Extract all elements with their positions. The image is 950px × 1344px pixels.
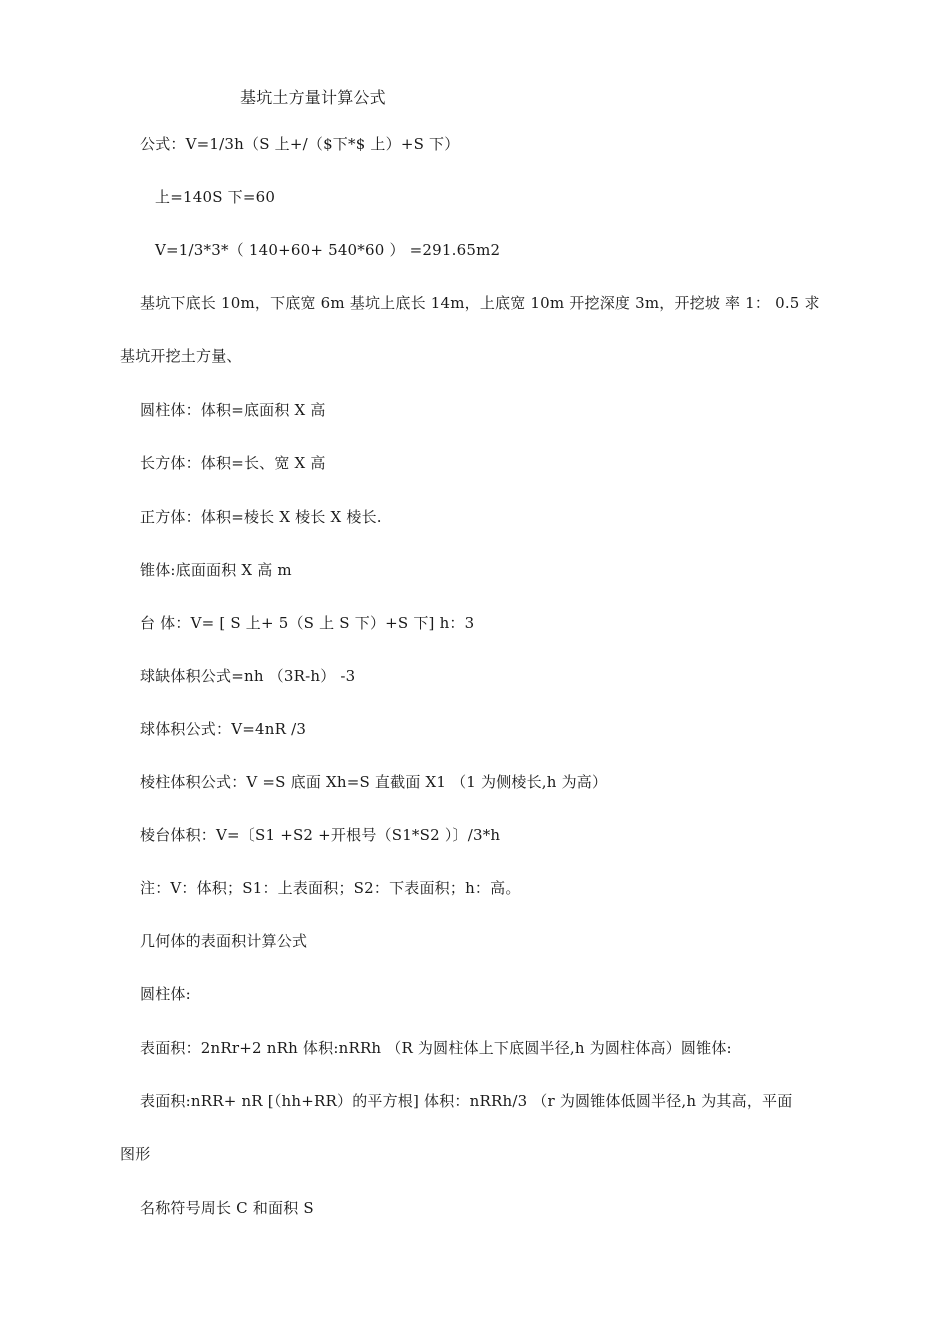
table-heading-line: 名称符号周长 C 和面积 S — [140, 1199, 314, 1217]
note-line: 注：V：体积；S1：上表面积；S2：下表面积；h：高。 — [140, 879, 521, 897]
problem-line-continued: 基坑开挖土方量、 — [120, 347, 242, 365]
cylinder-heading: 圆柱体: — [140, 985, 191, 1003]
page-title: 基坑土方量计算公式 — [240, 88, 386, 107]
cylinder-volume-line: 圆柱体：体积=底面积 X 高 — [140, 401, 326, 419]
cone-surface-line-continued: 图形 — [120, 1145, 151, 1163]
problem-line: 基坑下底长 10m，下底宽 6m 基坑上底长 14m，上底宽 10m 开挖深度 3m，开挖坡 率 1： 0.5 求 — [140, 294, 820, 312]
cube-volume-line: 正方体：体积=棱长 X 棱长 X 棱长. — [140, 508, 382, 526]
calculation-line: V=1/3*3*（ 140+60+ 540*60 ） =291.65m2 — [155, 241, 501, 259]
cone-surface-line: 表面积:nRR+ nR [（hh+RR）的平方根] 体积：nRRh/3 （r 为圆锥体低圆半径,h 为其高，平面 — [140, 1092, 793, 1110]
sphere-volume-line: 球体积公式：V=4nR /3 — [140, 720, 307, 738]
formula-line: 公式：V=1/3h（S 上+/（$下*$ 上）+S 下） — [140, 135, 460, 153]
cuboid-volume-line: 长方体：体积=长、宽 X 高 — [140, 454, 326, 472]
cylinder-surface-line: 表面积：2nRr+2 nRh 体积:nRRh （R 为圆柱体上下底圆半径,h 为圆柱体高）圆锥体: — [140, 1039, 732, 1057]
formula-values-line: 上=140S 下=60 — [155, 188, 276, 206]
frustum-volume-line: 台 体：V= [ S 上+ 5（S 上 S 下）+S 下] h：3 — [140, 614, 475, 632]
spherical-cap-line: 球缺体积公式=nh （3R-h） -3 — [140, 667, 356, 685]
prismatoid-volume-line: 棱台体积：V=〔S1 +S2 +开根号（S1*S2 ）〕/3*h — [140, 826, 501, 844]
prism-volume-line: 棱柱体积公式：V =S 底面 Xh=S 直截面 X1 （1 为侧棱长,h 为高） — [140, 773, 608, 791]
cone-volume-line: 锥体:底面面积 X 高 m — [140, 561, 292, 579]
section-heading: 几何体的表面积计算公式 — [140, 932, 308, 950]
